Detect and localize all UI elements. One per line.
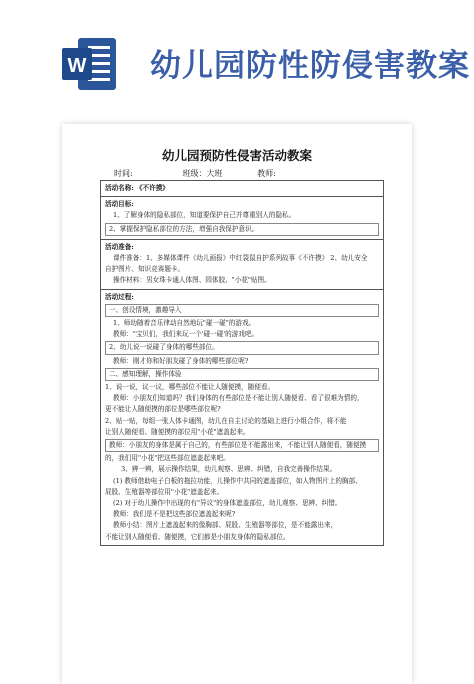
goals-row [101,197,383,240]
word-icon [60,34,118,94]
prep-line: 课件准备：1、多媒体课件《幼儿画报》中红袋鼠自护系列故事《不许摸》 2、幼儿安全 [113,254,368,263]
prep-label: 活动准备: [105,242,134,251]
process-line: 不能让别人随便看、随便摸，它们都是小朋友身体的隐私部位。 [105,532,290,541]
document-title: 幼儿园预防性侵害活动教案 [161,148,312,163]
process-line: (2) 对于幼儿操作中出现的有"异议"的身体遮盖部位，幼儿观察、思辨、纠错。 [113,499,342,508]
goal-item: 1、了解身体的隐私部位，知道要保护自己并尊重别人的隐私。 [113,211,296,220]
section-heading: 一、创设情境，激趣导入 [105,304,379,317]
activity-name-row [101,181,383,197]
prep-line: 操作材料：男女珠卡通人体图、园体胶、"小花"贴图。 [113,276,271,285]
process-line: 教师：小朋友的身体是属于自己的，有些部位是不能露出来，不能让别人随便看，随便摸 [105,439,379,452]
process-line: 的，我们用"小花"把这些部位遮盖起来吧。 [105,454,230,463]
process-row [101,290,383,545]
process-line: 让别人随便看、随便摸的部位用"小花"遮盖起来。 [105,427,250,436]
process-line: 教师小结：图片上遮盖起来的像胸部、屁股、生殖器等部位，是不能露出来， [113,521,338,530]
process-line: 教师："宝贝们，我们来玩一个'碰一碰'的游戏吧。 [113,330,259,339]
lesson-table [100,180,384,546]
process-line: 更不能让人随便摸的部位是哪些部位呢? [105,405,221,414]
prep-line: 自护图片、知识竞赛题卡。 [105,265,185,274]
process-line: 教师：刚才你和好朋友碰了身体的哪些部位呢? [113,356,249,365]
document-page [62,124,412,684]
section-heading: 二、感知理解，操作体验 [105,368,379,381]
process-line: 3、辨一辨，展示操作结果，幼儿观察、思辨、纠错，自我完善操作结果。 [121,465,337,474]
process-line: 2、贴一贴，每组一张人体卡通图，幼儿在自主讨论的基础上进行小组合作，将不能 [105,416,347,425]
meta-line [114,168,276,179]
banner-title: 幼儿园防性防侵害教案 [150,48,470,84]
goal-item: 2、掌握保护隐私部位的方法，增强自我保护意识。 [105,223,379,236]
word-icon-letter: W [67,55,87,77]
process-line: (1) 教师借助电子白板的拖拉功能，儿操作中共同的遮盖部位，如人物图片上的胸部、 [113,476,362,485]
banner [0,0,474,112]
prep-row [101,240,383,290]
time-label: 时间: [114,169,133,178]
process-line: 1、师幼随着音乐律动自然地玩"碰一碰"的游戏。 [113,319,256,328]
process-line: 1、说一说，议一议，哪些部位不能让人随便摸，随便看。 [105,383,275,392]
teacher-label: 教师: [257,169,276,178]
process-line: 教师：小朋友们知道吗？我们身体的有些部位是不能让别人随便看、看了很难为情的， [113,394,364,403]
process-line: 教师：我们是不是把这些部位遮盖起来呢? [113,510,236,519]
process-label: 活动过程: [105,292,134,301]
process-line: 屁股、生殖器等部位用"小花"遮盖起来。 [105,487,224,496]
goals-label: 活动目标: [105,200,134,209]
process-line: 2、幼儿说一说碰了身体的哪些部位。 [105,341,379,354]
activity-name-label: 活动名称: [105,184,134,192]
class-label: 班级：大班 [182,169,223,178]
activity-name-value: 《不许摸》 [135,184,169,192]
